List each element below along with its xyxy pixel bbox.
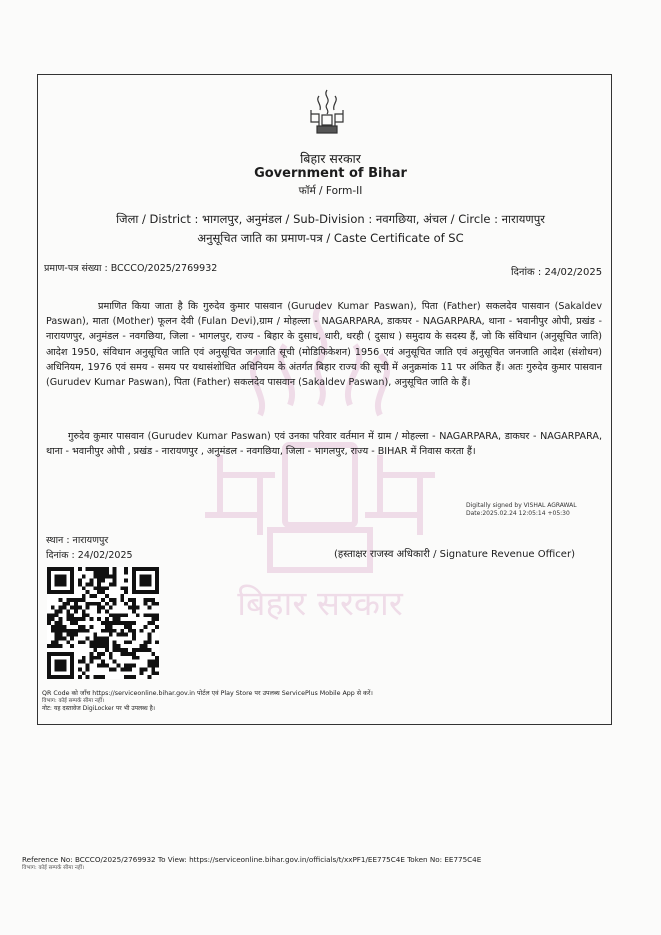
certificate-paragraph-1: प्रमाणित किया जाता है कि गुरुदेव कुमार पासवान (Gurudev Kumar Paswan), पिता (Father) सकलदेव पासवान (Sakaldev Paswan), माता (Mother) फूलन देवी (Fulan Devi),ग्राम / मोहल्ला - NAGARPARA, डाकघर - NAGARPARA, थाना - भवानीपुर ओपी, प्रखंड - नारायणपुर, अनुमंडल - नवगछिया, जिला - भागलपुर, राज्य - बिहार के दुसाध, धारी, धरही ( दुसाध ) समुदाय के सदस्य हैं, जो कि संविधान (अनुसूचित जाति) आदेश 1950, संविधान अनुसूचित जाति एवं अनुसूचित जनजाति सूची (मोडिफिकेशन) 1956 एवं अनुसूचित जाति एवं अनुसूचित जनजाति आदेश (संशोधन) अधिनियम, 1976 एवं समय - समय पर यथासंशोधित अधिनियम के अंतर्गत बिहार राज्य की सूची में अनुक्रमांक 11 पर अंकित हैं। अतः गुरुदेव कुमार पासवान (Gurudev Kumar Paswan), पिता (Father) सकलदेव पासवान (Sakaldev Paswan), अनुसूचित जाति के हैं। [46, 301, 602, 389]
qr-note-department: विभाग: कोई सम्पर्क सीमा नहीं। [42, 698, 105, 704]
header-state-hindi: बिहार सरकार [300, 151, 361, 166]
header-form: फॉर्म / Form-II [298, 185, 363, 197]
watermark-text: बिहार सरकार [237, 584, 403, 624]
qr-note-verify: QR Code को जाँच https://serviceonline.bihar.gov.in पोर्टल एवं Play Store पर उपलब्ध ServicePlus Mobile App से करें। [42, 690, 373, 697]
verification-qr-code[interactable] [47, 567, 159, 679]
reference-line[interactable]: Reference No: BCCCO/2025/2769932 To View: https://serviceonline.bihar.gov.in/officials/t/xxPF1/EE775C4E Token No: EE775C4E [22, 855, 482, 864]
reference-note: विभाग: कोई सम्पर्क सीमा नहीं। [22, 865, 85, 871]
digital-signature-line-1: Digitally signed by VISHAL AGRAWAL [466, 502, 577, 509]
header-location-line: जिला / District : भागलपुर, अनुमंडल / Sub-Division : नवगछिया, अंचल / Circle : नारायणपुर [116, 212, 545, 226]
digital-signature-line-2: Date:2025.02.24 12:05:14 +05:30 [466, 510, 570, 517]
header-government: Government of Bihar [254, 166, 407, 181]
issue-date: दिनांक : 24/02/2025 [46, 550, 133, 561]
qr-note-digilocker: नोट: यह दस्तावेज DigiLocker पर भी उपलब्ध है। [42, 705, 156, 712]
digital-signature [466, 502, 616, 518]
bihar-emblem-logo [305, 88, 349, 136]
signature-officer: (हस्ताक्षर राजस्व अधिकारी / Signature Revenue Officer) [334, 549, 575, 560]
issue-place: स्थान : नारायणपुर [46, 535, 109, 546]
certificate-paragraph-2: गुरुदेव कुमार पासवान (Gurudev Kumar Paswan) एवं उनका परिवार वर्तमान में ग्राम / मोहल्ला - NAGARPARA, डाकघर - NAGARPARA, थाना - भवानीपुर ओपी , प्रखंड - नारायणपुर , अनुमंडल - नवगछिया, जिला - भागलपुर, राज्य - BIHAR में निवास करता हैं। [46, 431, 602, 458]
certificate-title: अनुसूचित जाति का प्रमाण-पत्र / Caste Certificate of SC [197, 231, 464, 245]
certificate-number: प्रमाण-पत्र संख्या : BCCCO/2025/2769932 [44, 263, 218, 274]
certificate-date: दिनांक : 24/02/2025 [511, 267, 603, 278]
